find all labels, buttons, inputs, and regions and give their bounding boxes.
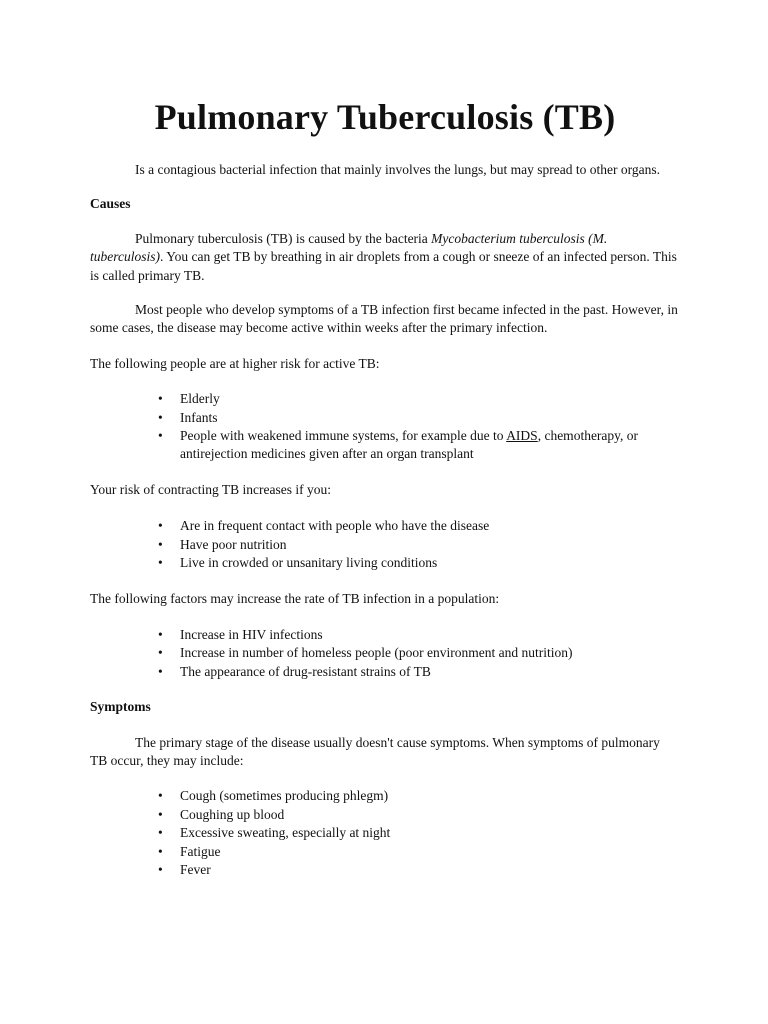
causes-paragraph-2: Most people who develop symptoms of a TB infection first became infected in the past. However, in some cases, the disease may become active within weeks after the primary infection.	[90, 302, 678, 336]
list-item: • The appearance of drug-resistant strains of TB	[90, 663, 680, 681]
symptoms-heading: Symptoms	[90, 699, 151, 715]
page-title: Pulmonary Tuberculosis (TB)	[154, 97, 616, 137]
risk-intro: The following people are at higher risk for active TB:	[90, 355, 380, 371]
causes-p1-italic: Mycobacterium tuberculosis (M. tuberculosis)	[90, 230, 608, 265]
risk-list	[90, 390, 680, 464]
risk-item3-end: , chemotherapy, or antirejection medicines given after an organ transplant	[180, 428, 639, 462]
list-item: • Are in frequent contact with people who have the disease	[90, 517, 680, 535]
list-item: • Infants	[90, 409, 680, 427]
aids-link[interactable]: AIDS	[506, 428, 538, 444]
list-item: • Fatigue	[90, 843, 680, 861]
list-item: • Excessive sweating, especially at night	[90, 824, 680, 842]
contract-list	[90, 517, 680, 572]
intro-paragraph: Is a contagious bacterial infection that mainly involves the lungs, but may spread to other organs.	[135, 162, 660, 177]
list-item: • Increase in HIV infections	[90, 626, 680, 644]
factors-list	[90, 626, 680, 681]
list-item: • Cough (sometimes producing phlegm)	[90, 787, 680, 805]
list-item: • Elderly	[90, 390, 680, 408]
list-item: • Have poor nutrition	[90, 536, 680, 554]
list-item	[90, 427, 680, 464]
list-item: • Fever	[90, 861, 680, 879]
factors-intro: The following factors may increase the rate of TB infection in a population:	[90, 590, 500, 606]
list-item: • Increase in number of homeless people (poor environment and nutrition)	[90, 644, 680, 662]
list-item: • Coughing up blood	[90, 806, 680, 824]
list-item: • Live in crowded or unsanitary living conditions	[90, 554, 680, 572]
causes-heading: Causes	[90, 196, 131, 212]
contract-intro: Your risk of contracting TB increases if you:	[90, 481, 331, 497]
causes-p1-end: . You can get TB by breathing in air droplets from a cough or sneeze of an infected person. This is called primary TB.	[90, 249, 677, 283]
risk-item3-start: People with weakened immune systems, for example due to	[180, 428, 507, 444]
causes-p1-start: Pulmonary tuberculosis (TB) is caused by the bacteria	[135, 230, 432, 246]
symptoms-paragraph-1: The primary stage of the disease usually doesn't cause symptoms. When symptoms of pulmonary TB occur, they may include:	[90, 734, 660, 768]
symptoms-list	[90, 787, 680, 879]
causes-paragraph-1	[90, 230, 680, 285]
